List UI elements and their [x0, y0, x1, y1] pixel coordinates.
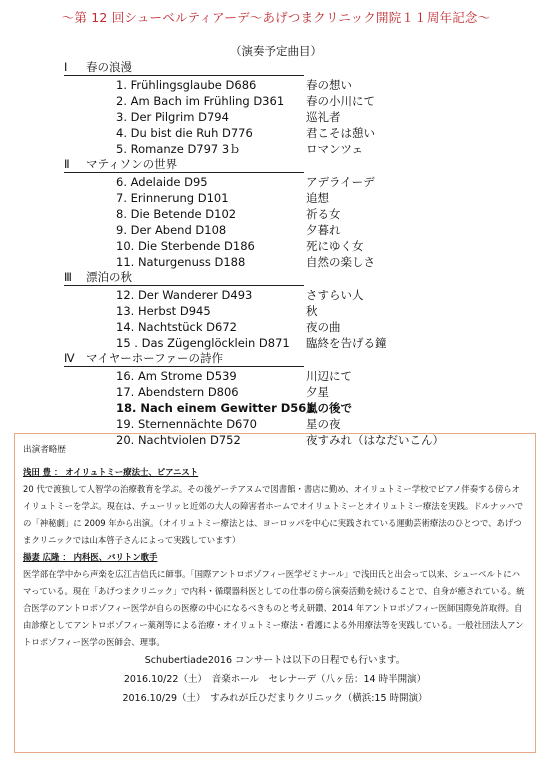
- song-row: [64, 222, 454, 238]
- song-title-german: 2. Am Bach im Frühling D361: [116, 94, 285, 108]
- section-heading: [64, 351, 304, 367]
- song-title-japanese: ロマンツェ: [306, 142, 364, 156]
- song-title-japanese: さすらい人: [306, 288, 364, 302]
- song-row: [64, 319, 454, 335]
- program-list: [64, 60, 454, 448]
- song-title-german: 8. Die Betende D102: [116, 207, 237, 221]
- section-heading: [64, 270, 304, 286]
- song-title-japanese: アデライーデ: [306, 175, 375, 189]
- song-title-japanese: 祈る女: [306, 207, 341, 221]
- song-row: [64, 238, 454, 254]
- section-title: マイヤーホーファーの詩作: [86, 351, 223, 365]
- song-title-german: 16. Am Strome D539: [116, 369, 237, 383]
- song-title-german: 18. Nach einem Gewitter D561: [116, 401, 315, 415]
- song-row: [64, 206, 454, 222]
- schedule-date-2: 2016.10/29（土） すみれが丘ひだまりクリニック（横浜:15 時開演）: [122, 693, 428, 704]
- song-title-japanese: 自然の楽しさ: [306, 255, 375, 269]
- song-row: [64, 141, 454, 157]
- song-title-japanese: 春の小川にて: [306, 94, 375, 108]
- performer-2-bio: 医学部在学中から声楽を広江吉信氏に師事。「国際アントロポゾフィー医学ゼミナール」で浅田氏と出会って以来、シューベルトにハマっている。現在「あげつまクリニック」で内科・循環器科医としての仕事の傍ら演奏活動を続けることで、自身が癒されている。統合医学のアントロポゾフィー医学が自らの医療の中心になるべきものと考え研鑽、2014 年アントロポゾフィー医師国際免許取得。自由診療としてアントロポゾフィー薬剤等による治療・オイリュトミー療法・看護による外用療法等を実践している。一般社団法人アントロポゾフィー医学の医師会、理事。: [23, 569, 525, 647]
- song-title-german: 5. Romanze D797 3ｂ: [116, 142, 241, 156]
- song-row: [64, 416, 454, 432]
- song-title-german: 6. Adelaide D95: [116, 175, 208, 189]
- song-title-german: 1. Frühlingsglaube D686: [116, 78, 257, 92]
- song-row: [64, 303, 454, 319]
- song-row: [64, 125, 454, 141]
- song-title-german: 10. Die Sterbende D186: [116, 239, 255, 253]
- song-title-japanese: 嵐の後で: [306, 401, 352, 415]
- section-heading: [64, 157, 304, 173]
- section-heading: [64, 60, 304, 76]
- schedule-intro: Schubertiade2016 コンサートは以下の日程でも行います。: [144, 655, 406, 666]
- song-title-japanese: 秋: [306, 304, 318, 318]
- performer-2-name: 揚妻 広隆 ： 内科医、バリトン歌手: [23, 552, 158, 562]
- section-number: Ⅲ: [64, 270, 72, 284]
- song-title-japanese: 君こそは憩い: [306, 126, 375, 140]
- song-row: [64, 109, 454, 125]
- song-title-japanese: 夜すみれ（はなだいこん）: [306, 433, 444, 447]
- song-title-german: 4. Du bist die Ruh D776: [116, 126, 253, 140]
- song-title-japanese: 巡礼者: [306, 110, 341, 124]
- song-title-german: 13. Herbst D945: [116, 304, 211, 318]
- song-title-japanese: 追想: [306, 191, 329, 205]
- song-row: [64, 254, 454, 270]
- song-title-german: 17. Abendstern D806: [116, 385, 239, 399]
- song-row: [64, 335, 454, 351]
- song-title-japanese: 死にゆく女: [306, 239, 364, 253]
- song-row: [64, 400, 454, 416]
- song-row: [64, 190, 454, 206]
- song-title-german: 15 . Das Zügenglöcklein D871: [116, 336, 290, 350]
- section-number: Ⅳ: [64, 351, 75, 365]
- song-title-german: 19. Sternennächte D670: [116, 417, 257, 431]
- schedule-date-1: 2016.10/22（土） 音楽ホール セレナーデ（八ヶ岳：14 時半開演）: [123, 674, 427, 685]
- song-title-german: 3. Der Pilgrim D794: [116, 110, 229, 124]
- section-title: マティソンの世界: [86, 157, 178, 171]
- song-title-german: 7. Erinnerung D101: [116, 191, 229, 205]
- song-title-german: 14. Nachtstück D672: [116, 320, 237, 334]
- page-title: ～第 12 回シューベルティアーデ～あげつまクリニック開院１１周年記念～: [61, 10, 491, 25]
- song-row: [64, 287, 454, 303]
- song-title-japanese: 夜の曲: [306, 320, 341, 334]
- section-number: Ⅱ: [64, 157, 70, 171]
- song-title-japanese: 川辺にて: [306, 369, 352, 383]
- song-title-german: 11. Naturgenuss D188: [116, 255, 246, 269]
- program-subtitle: （演奏予定曲目）: [230, 44, 322, 58]
- song-row: [64, 368, 454, 384]
- section-number: Ⅰ: [64, 60, 68, 74]
- performer-bio-box: [14, 433, 536, 753]
- song-title-japanese: 夕暮れ: [306, 223, 341, 237]
- song-row: [64, 384, 454, 400]
- song-title-german: 9. Der Abend D108: [116, 223, 227, 237]
- song-title-japanese: 夕星: [306, 385, 329, 399]
- song-title-german: 20. Nachtviolen D752: [116, 433, 241, 447]
- song-row: [64, 77, 454, 93]
- song-row: [64, 174, 454, 190]
- song-title-japanese: 春の想い: [306, 78, 352, 92]
- bio-heading: 出演者略歴: [23, 445, 66, 455]
- section-title: 春の浪漫: [86, 60, 132, 74]
- song-title-japanese: 星の夜: [306, 417, 341, 431]
- song-title-japanese: 臨終を告げる鐘: [306, 336, 387, 350]
- section-title: 漂泊の秋: [86, 270, 132, 284]
- performer-1-bio: 20 代で渡独して人智学の治療教育を学ぶ。その後ゲーテアヌムで図書館・書店に勤め、オイリュトミー学校でピアノ伴奏する傍らオイリュトミーを学ぶ。現在は、チューリッヒ近郊の大人の障害者ホームでオイリュトミーとオイリュトミー療法を実践。ドルナッハでの「神秘劇」に 2009 年から出演。（オイリュトミー療法とは、ヨーロッパを中心に実践されている運動芸術療法のひとつで、あげつまクリニックでは山本啓子さんによって実践しています）: [23, 484, 524, 545]
- song-title-german: 12. Der Wanderer D493: [116, 288, 253, 302]
- song-row: [64, 93, 454, 109]
- performer-1-name: 浅田 豊 ： オイリュトミー療法士、ピアニスト: [23, 467, 199, 477]
